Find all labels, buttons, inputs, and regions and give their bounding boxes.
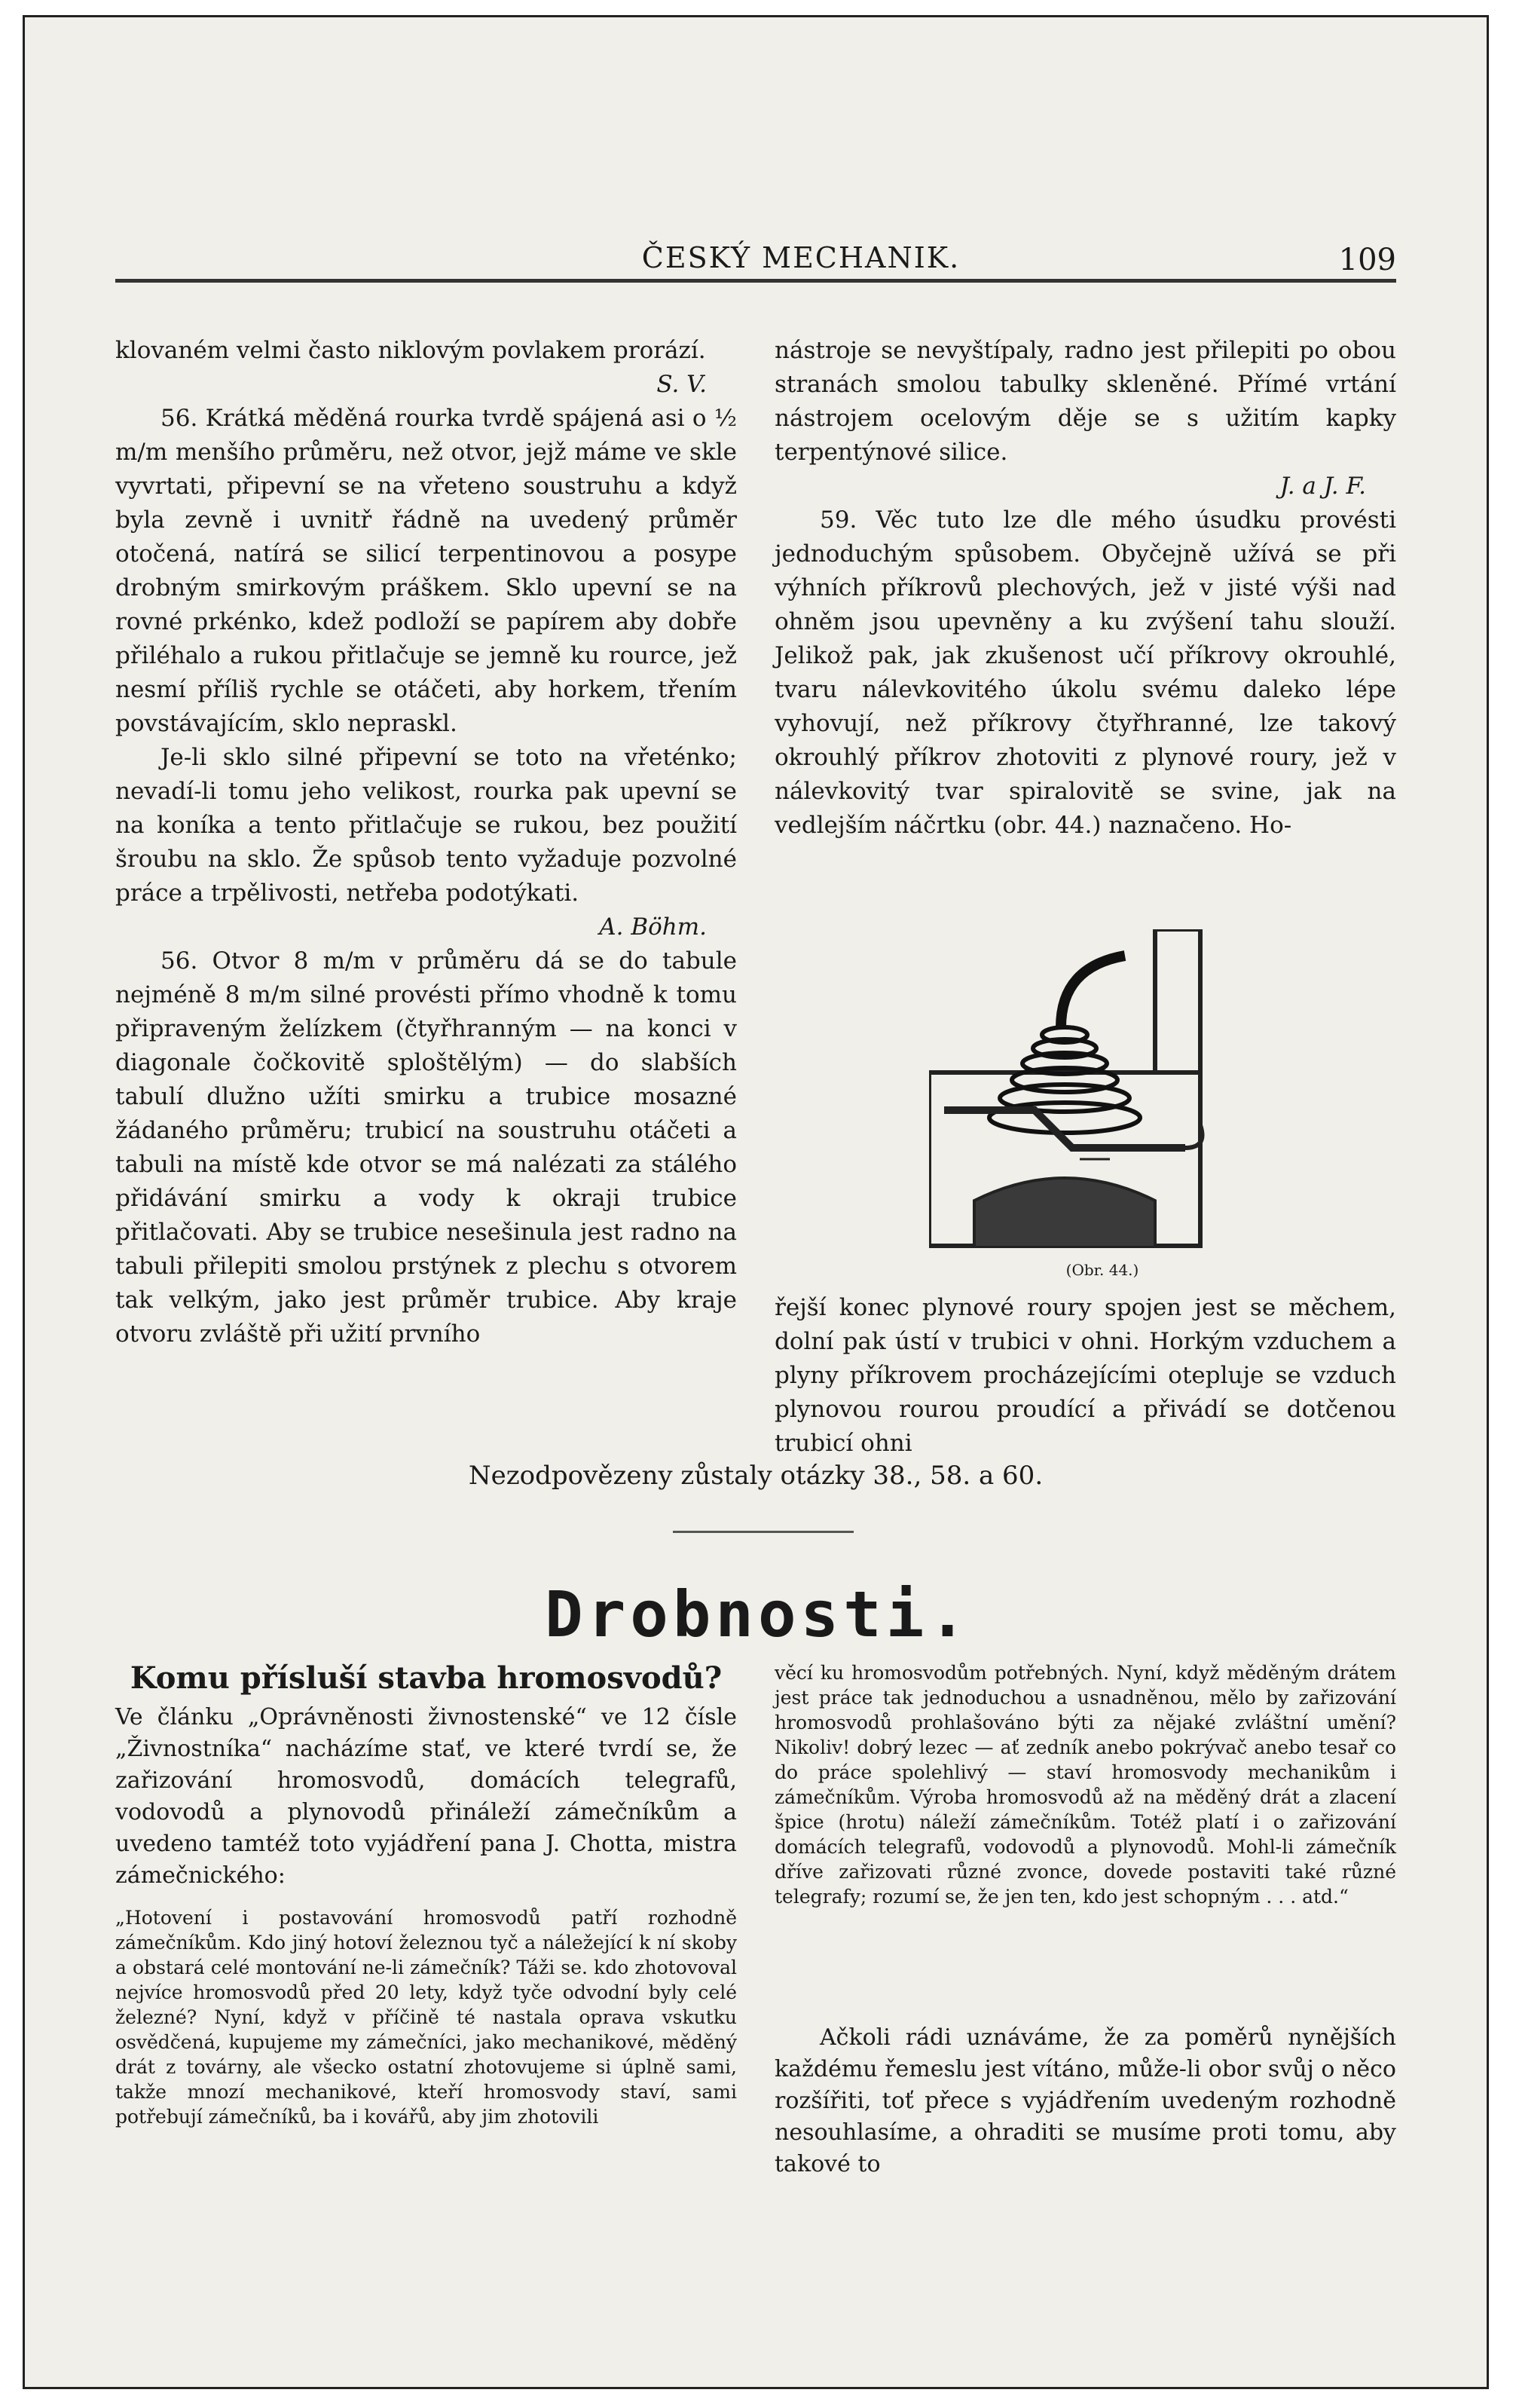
separator-rule xyxy=(673,1531,854,1533)
paragraph: Ve článku „Oprávněnosti živnostenské“ ve 12 čísle „Živnostníka“ nacházíme stať, ve které tvrdí se, že zařizování hromosvodů, domácích telegrafů, vodovodů a plynovodů přináleží zámečníkům a uvedeno tamtéž toto vyjádření pana J. Chotta, mistra zámečnického: xyxy=(115,1704,737,1889)
paragraph: klovaném velmi často niklovým povlakem prorází. xyxy=(115,337,706,364)
left-column-top xyxy=(115,334,737,1351)
right-column-mid xyxy=(775,1291,1396,1461)
unanswered-note: Nezodpovězeny zůstaly otázky 38., 58. a 60. xyxy=(468,1461,1044,1491)
left-column-quote xyxy=(115,1905,737,2129)
answer-56-second: 56. Otvor 8 m/m v průměru dá se do tabule nejméně 8 m/m silné provésti přímo vhodně k tomu připraveným želízkem (čtyřhranným — na konci v diagonale čočkovitě sploštělým) — do slabších tabulí dlužno užíti smirku a trubice mosazné žádaného průměru; trubicí na soustruhu otáčeti a tabuli na místě kde otvor se má nalézati za stálého přidávání smirku a vody k okraji trubice přitlačovati. Aby se trubice nesešinula jest radno na tabuli přilepiti smolou prstýnek z plechu s otvorem tak velkým, jako jest průměr trubice. Aby kraje otvoru zvláště při užití prvního xyxy=(115,947,737,1348)
paragraph: Ačkoli rádi uznáváme, že za poměrů nynějších každému řemeslu jest vítáno, může-li obor svůj o něco rozšířiti, toť přece s vyjádřením uvedeným rozhodně nesouhlasíme, a ohraditi se musíme proti tomu, aby takové to xyxy=(775,2024,1396,2177)
paragraph: Je-li sklo silné připevní se toto na vřeténko; nevadí-li tomu jeho velikost, rourka pak upevní se na koníka a tento přitlačuje se rukou, bez použití šroubu na sklo. Že spůsob tento vyžaduje pozvolné práce a trpělivosti, netřeba podotýkati. xyxy=(115,744,737,907)
journal-page xyxy=(23,15,1489,2389)
section-title: Drobnosti. xyxy=(545,1577,971,1651)
quote: „Hotovení i postavování hromosvodů patří rozhodně zámečníkům. Kdo jiný hotoví železnou tyč a náležející k ní skoby a obstará celé montování ne-li zámečník? Táži se. kdo zhotovoval nejvíce hromosvodů před 20 lety, když tyče odvodní byly celé železné? Nyní, když v příčině té nastala oprava vskutku osvědčená, kupujeme my zámečníci, jako mechanikové, měděný drát z továrny, ale všecko ostatní zhotovujeme si úplně sami, takže mnozí mechanikové, kteří hromosvody staví, sami potřebují zámečníků, ba i kovářů, aby jim zhotovili xyxy=(115,1907,737,2128)
right-column-bottom xyxy=(775,2022,1396,2180)
paragraph: řejší konec plynové roury spojen jest se měchem, dolní pak ústí v trubici v ohni. Horkým vzduchem a plyny příkrovem procházejícími otepluje se vzduch plynovou rourou proudící a přivádí se dotčenou trubicí ohni xyxy=(775,1294,1396,1457)
page-header xyxy=(115,232,1396,277)
answer-59: 59. Věc tuto lze dle mého úsudku provésti jednoduchým spůsobem. Obyčejně užívá se při výhních příkrovů plechových, jež v jisté výši nad ohněm jsou upevněny a ku zvýšení tahu slouží. Jelikož pak, jak zkušenost učí příkrovy okrouhlé, tvaru nálevkovitého úkolu svému daleko lépe vyhovují, než příkrovy čtyřhranné, lze takový okrouhlý příkrov zhotoviti z plynové roury, jež v nálevkovitý tvar spiralovitě se svine, jak na vedlejším náčrtku (obr. 44.) naznačeno. Ho- xyxy=(775,506,1396,839)
header-rule xyxy=(115,279,1396,283)
hood-figure xyxy=(929,929,1276,1261)
article-title: Komu přísluší stavba hromosvodů? xyxy=(130,1660,723,1696)
figure-caption: (Obr. 44.) xyxy=(1065,1261,1139,1279)
left-column-bottom xyxy=(115,1702,737,1892)
right-column-quote xyxy=(775,1660,1396,1909)
signature: S. V. xyxy=(656,371,707,398)
right-column-top xyxy=(775,334,1396,843)
quote: věcí ku hromosvodům potřebných. Nyní, když měděným drátem jest práce tak jednoduchou a usnadněnou, mělo by zařizování hromosvodů prohlašováno býti za nějaké zvláštní umění? Nikoliv! dobrý lezec — ať zedník anebo pokrývač anebo tesař co do práce spolehlivý — staví hromosvody mechanikům i zámečníkům. Výroba hromosvodů až na měděný drát a zlacení špice (hrotu) náleží zámečníkům. Totéž platí i o zařizování domácích telegrafů, vodovodů a plynovodů. Mohl-li zámečník dříve zařizovati různé zvonce, dovede postaviti také různé telegrafy; rozumí se, že jen ten, kdo jest schopným . . . atd.“ xyxy=(775,1662,1396,1908)
signature: J. a J. F. xyxy=(1279,473,1366,500)
page-number: 109 xyxy=(1338,243,1396,277)
paragraph: nástroje se nevyštípaly, radno jest přilepiti po obou stranách smolou tabulky skleněné. Přímé vrtání nástrojem ocelovým děje se s užitím kapky terpentýnové silice. xyxy=(775,337,1396,466)
running-title: ČESKÝ MECHANIK. xyxy=(641,241,961,274)
signature: A. Böhm. xyxy=(599,913,707,941)
answer-56: 56. Krátká měděná rourka tvrdě spájená asi o ½ m/m menšího průměru, než otvor, jejž máme ve skle vyvrtati, připevní se na vřeteno soustruhu a když byla zevně i uvnitř řádně na uvedený průměr otočená, natírá se silicí terpentinovou a posype drobným smirkovým práškem. Sklo upevní se na rovné prkénko, kdež podloží se papírem aby dobře přiléhalo a rukou přitlačuje se jemně ku rource, jež nesmí příliš rychle se otáčeti, aby horkem, třením povstávajícím, sklo nepraskl. xyxy=(115,405,737,737)
